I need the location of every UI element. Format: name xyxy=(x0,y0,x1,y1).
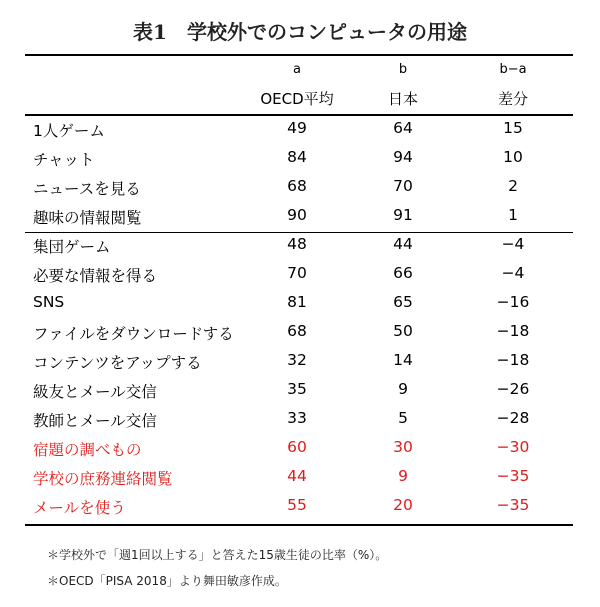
japan-value: 30 xyxy=(393,438,413,456)
table-row xyxy=(0,177,600,201)
table-row xyxy=(0,235,600,259)
row-label: ニュースを見る xyxy=(33,180,141,198)
difference-value: −26 xyxy=(496,380,530,398)
table-row xyxy=(0,322,600,346)
table-row xyxy=(0,148,600,172)
oecd-average-value: 32 xyxy=(287,351,307,369)
table-row xyxy=(0,351,600,375)
table-row xyxy=(0,119,600,143)
oecd-average-value: 68 xyxy=(287,177,307,195)
oecd-average-value: 60 xyxy=(287,438,307,456)
japan-value: 70 xyxy=(393,177,413,195)
difference-value: −18 xyxy=(496,322,530,340)
japan-value: 5 xyxy=(398,409,408,427)
difference-value: −35 xyxy=(496,467,530,485)
japan-value: 65 xyxy=(393,293,413,311)
row-label: コンテンツをアップする xyxy=(33,354,202,372)
difference-value: 15 xyxy=(503,119,523,137)
table-row xyxy=(0,293,600,317)
oecd-average-value: 84 xyxy=(287,148,307,166)
oecd-average-value: 68 xyxy=(287,322,307,340)
oecd-average-value: 44 xyxy=(287,467,307,485)
japan-value: 9 xyxy=(398,380,408,398)
oecd-average-value: 70 xyxy=(287,264,307,282)
difference-value: −35 xyxy=(496,496,530,514)
oecd-average-value: 35 xyxy=(287,380,307,398)
oecd-average-value: 33 xyxy=(287,409,307,427)
row-label: ファイルをダウンロードする xyxy=(33,325,234,343)
col-letter-b: b xyxy=(398,62,408,77)
col-header-japan: 日本 xyxy=(387,90,418,108)
col-header-diff: 差分 xyxy=(497,90,528,108)
table-row xyxy=(0,496,600,520)
difference-value: −4 xyxy=(501,235,525,253)
difference-value: 10 xyxy=(503,148,523,166)
table-row xyxy=(0,409,600,433)
japan-value: 50 xyxy=(393,322,413,340)
japan-value: 64 xyxy=(393,119,413,137)
japan-value: 66 xyxy=(393,264,413,282)
japan-value: 91 xyxy=(393,206,413,224)
group-divider-rule xyxy=(25,232,573,233)
col-letter-a: a xyxy=(293,62,301,77)
oecd-average-value: 49 xyxy=(287,119,307,137)
difference-value: 1 xyxy=(508,206,518,224)
difference-value: −16 xyxy=(496,293,530,311)
japan-value: 9 xyxy=(398,467,408,485)
oecd-average-value: 90 xyxy=(287,206,307,224)
japan-value: 20 xyxy=(393,496,413,514)
difference-value: −4 xyxy=(501,264,525,282)
table-row xyxy=(0,380,600,404)
table-title: 表1 学校外でのコンピュータの用途 xyxy=(133,20,467,44)
row-label: 学校の庶務連絡閲覧 xyxy=(33,470,173,488)
oecd-average-value: 55 xyxy=(287,496,307,514)
row-label: SNS xyxy=(33,293,65,311)
oecd-average-value: 81 xyxy=(287,293,307,311)
header-rule xyxy=(25,114,573,116)
oecd-average-value: 48 xyxy=(287,235,307,253)
row-label: 宿題の調べもの xyxy=(33,441,142,459)
row-label: 級友とメール交信 xyxy=(33,383,157,401)
footnote-1: ＊学校外で「週1回以上する」と答えた15歳生徒の比率（%）。 xyxy=(47,548,388,562)
difference-value: 2 xyxy=(508,177,518,195)
difference-value: −28 xyxy=(496,409,530,427)
row-label: 必要な情報を得る xyxy=(33,267,158,285)
row-label: 趣味の情報閲覧 xyxy=(33,209,142,227)
footnote-2: ＊OECD「PISA 2018」より舞田敏彦作成。 xyxy=(47,574,287,588)
row-label: 集団ゲーム xyxy=(33,238,111,256)
top-rule xyxy=(25,54,573,56)
row-label: 1人ゲーム xyxy=(33,122,105,140)
row-label: メールを使う xyxy=(33,499,126,517)
japan-value: 94 xyxy=(393,148,413,166)
col-header-oecd: OECD平均 xyxy=(260,90,334,108)
table-row xyxy=(0,206,600,230)
difference-value: −18 xyxy=(496,351,530,369)
table-row xyxy=(0,264,600,288)
table-row xyxy=(0,438,600,462)
row-label: 教師とメール交信 xyxy=(33,412,157,430)
table-row xyxy=(0,467,600,491)
row-label: チャット xyxy=(33,151,95,169)
difference-value: −30 xyxy=(496,438,530,456)
japan-value: 44 xyxy=(393,235,413,253)
bottom-rule xyxy=(25,524,573,526)
col-letter-diff: b−a xyxy=(499,62,527,77)
japan-value: 14 xyxy=(393,351,413,369)
